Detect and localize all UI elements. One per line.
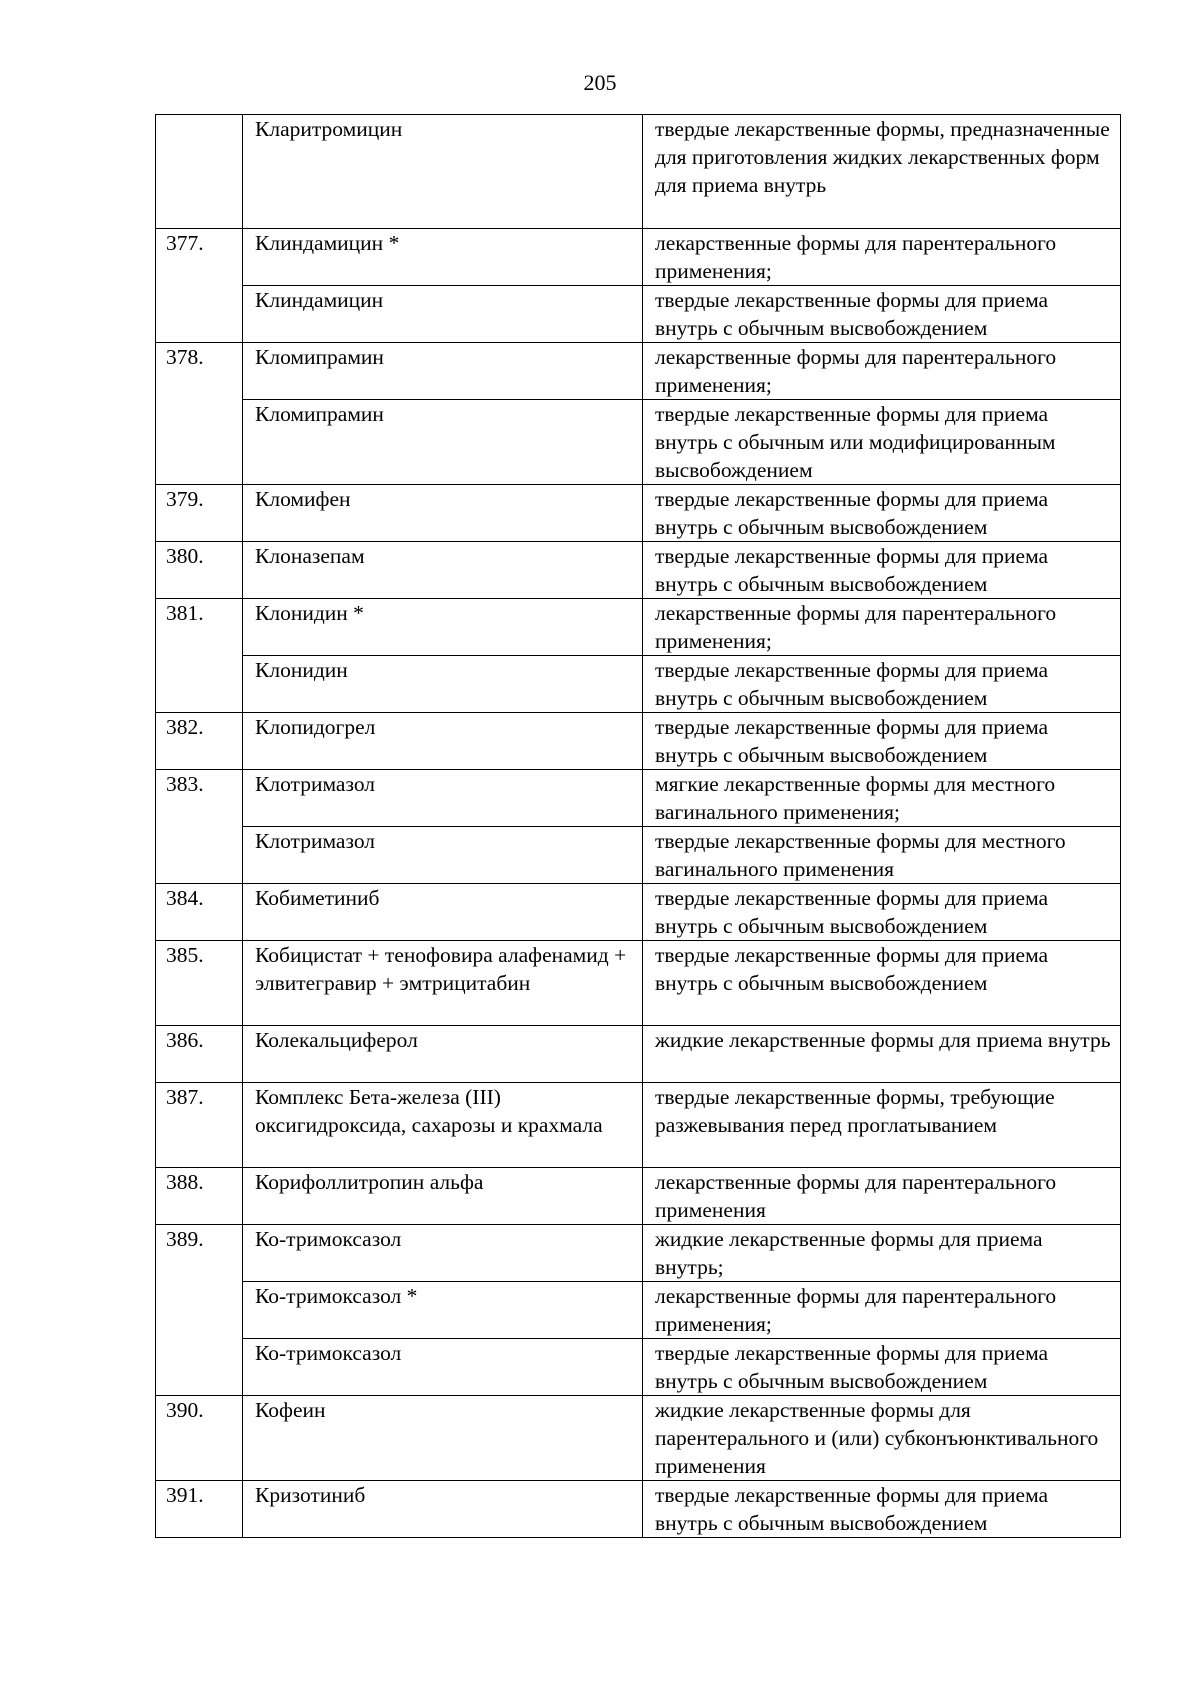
item-number: 382. (156, 713, 243, 770)
dosage-form: твердые лекарственные формы для приема внутрь с обычным высвобождением (643, 542, 1121, 599)
drug-name: Клопидогрел (243, 713, 643, 770)
item-number: 384. (156, 884, 243, 941)
drug-name: Кризотиниб (243, 1481, 643, 1538)
dosage-form: твердые лекарственные формы для местного вагинального применения (643, 827, 1121, 884)
dosage-form: твердые лекарственные формы для приема внутрь с обычным высвобождением (643, 1481, 1121, 1538)
dosage-form: лекарственные формы для парентерального применения; (643, 1282, 1121, 1339)
item-number: 389. (156, 1225, 243, 1396)
table-row (156, 1083, 1121, 1168)
table-row (156, 1282, 1121, 1339)
dosage-form: лекарственные формы для парентерального применения; (643, 343, 1121, 400)
drug-name: Клотримазол (243, 770, 643, 827)
table-row (156, 286, 1121, 343)
table-row (156, 1339, 1121, 1396)
table-row (156, 770, 1121, 827)
dosage-form: жидкие лекарственные формы для парентерального и (или) субконъюнктивального применения (643, 1396, 1121, 1481)
dosage-form: жидкие лекарственные формы для приема внутрь (643, 1026, 1121, 1083)
table-row (156, 941, 1121, 1026)
table-row (156, 1026, 1121, 1083)
item-number: 379. (156, 485, 243, 542)
drug-name: Ко-тримоксазол (243, 1225, 643, 1282)
item-number: 378. (156, 343, 243, 485)
table-row (156, 400, 1121, 485)
table-row (156, 656, 1121, 713)
drug-name: Клиндамицин * (243, 229, 643, 286)
item-number: 390. (156, 1396, 243, 1481)
drug-name: Клоназепам (243, 542, 643, 599)
dosage-form: твердые лекарственные формы для приема внутрь с обычным высвобождением (643, 656, 1121, 713)
drug-name: Ко-тримоксазол * (243, 1282, 643, 1339)
table-row (156, 115, 1121, 229)
drug-name: Клотримазол (243, 827, 643, 884)
drug-name: Клиндамицин (243, 286, 643, 343)
item-number: 388. (156, 1168, 243, 1225)
item-number: 387. (156, 1083, 243, 1168)
item-number: 385. (156, 941, 243, 1026)
item-number: 377. (156, 229, 243, 343)
table-row (156, 884, 1121, 941)
page-number: 205 (583, 70, 617, 95)
dosage-form: лекарственные формы для парентерального применения (643, 1168, 1121, 1225)
drug-name: Кофеин (243, 1396, 643, 1481)
dosage-form: лекарственные формы для парентерального применения; (643, 599, 1121, 656)
dosage-form: твердые лекарственные формы, предназначенные для приготовления жидких лекарственных форм для приема внутрь (643, 115, 1121, 229)
drug-name: Клонидин * (243, 599, 643, 656)
drug-name: Кломифен (243, 485, 643, 542)
table-row (156, 1396, 1121, 1481)
item-number: 380. (156, 542, 243, 599)
drug-name: Клонидин (243, 656, 643, 713)
drug-table (155, 114, 1121, 1538)
item-number (156, 115, 243, 229)
dosage-form: твердые лекарственные формы для приема внутрь с обычным или модифицированным высвобождением (643, 400, 1121, 485)
dosage-form: твердые лекарственные формы, требующие разжевывания перед проглатыванием (643, 1083, 1121, 1168)
table-row (156, 827, 1121, 884)
table-row (156, 343, 1121, 400)
drug-name: Корифоллитропин альфа (243, 1168, 643, 1225)
dosage-form: твердые лекарственные формы для приема внутрь с обычным высвобождением (643, 713, 1121, 770)
dosage-form: мягкие лекарственные формы для местного вагинального применения; (643, 770, 1121, 827)
drug-name: Кломипрамин (243, 400, 643, 485)
item-number: 381. (156, 599, 243, 713)
dosage-form: твердые лекарственные формы для приема внутрь с обычным высвобождением (643, 884, 1121, 941)
table-row (156, 1481, 1121, 1538)
table-row (156, 485, 1121, 542)
table-row (156, 542, 1121, 599)
dosage-form: твердые лекарственные формы для приема внутрь с обычным высвобождением (643, 286, 1121, 343)
dosage-form: твердые лекарственные формы для приема внутрь с обычным высвобождением (643, 941, 1121, 1026)
dosage-form: твердые лекарственные формы для приема внутрь с обычным высвобождением (643, 1339, 1121, 1396)
drug-name: Кломипрамин (243, 343, 643, 400)
drug-name: Комплекс Бета-железа (III) оксигидроксида, сахарозы и крахмала (243, 1083, 643, 1168)
drug-name: Колекальциферол (243, 1026, 643, 1083)
drug-name: Ко-тримоксазол (243, 1339, 643, 1396)
drug-table-body (156, 115, 1121, 1538)
dosage-form: твердые лекарственные формы для приема внутрь с обычным высвобождением (643, 485, 1121, 542)
item-number: 391. (156, 1481, 243, 1538)
table-row (156, 1225, 1121, 1282)
table-row (156, 713, 1121, 770)
item-number: 386. (156, 1026, 243, 1083)
drug-name: Кларитромицин (243, 115, 643, 229)
dosage-form: лекарственные формы для парентерального применения; (643, 229, 1121, 286)
item-number: 383. (156, 770, 243, 884)
dosage-form: жидкие лекарственные формы для приема внутрь; (643, 1225, 1121, 1282)
drug-name: Кобиметиниб (243, 884, 643, 941)
table-row (156, 599, 1121, 656)
table-row (156, 229, 1121, 286)
table-row (156, 1168, 1121, 1225)
drug-name: Кобицистат + тенофовира алафенамид + элвитегравир + эмтрицитабин (243, 941, 643, 1026)
